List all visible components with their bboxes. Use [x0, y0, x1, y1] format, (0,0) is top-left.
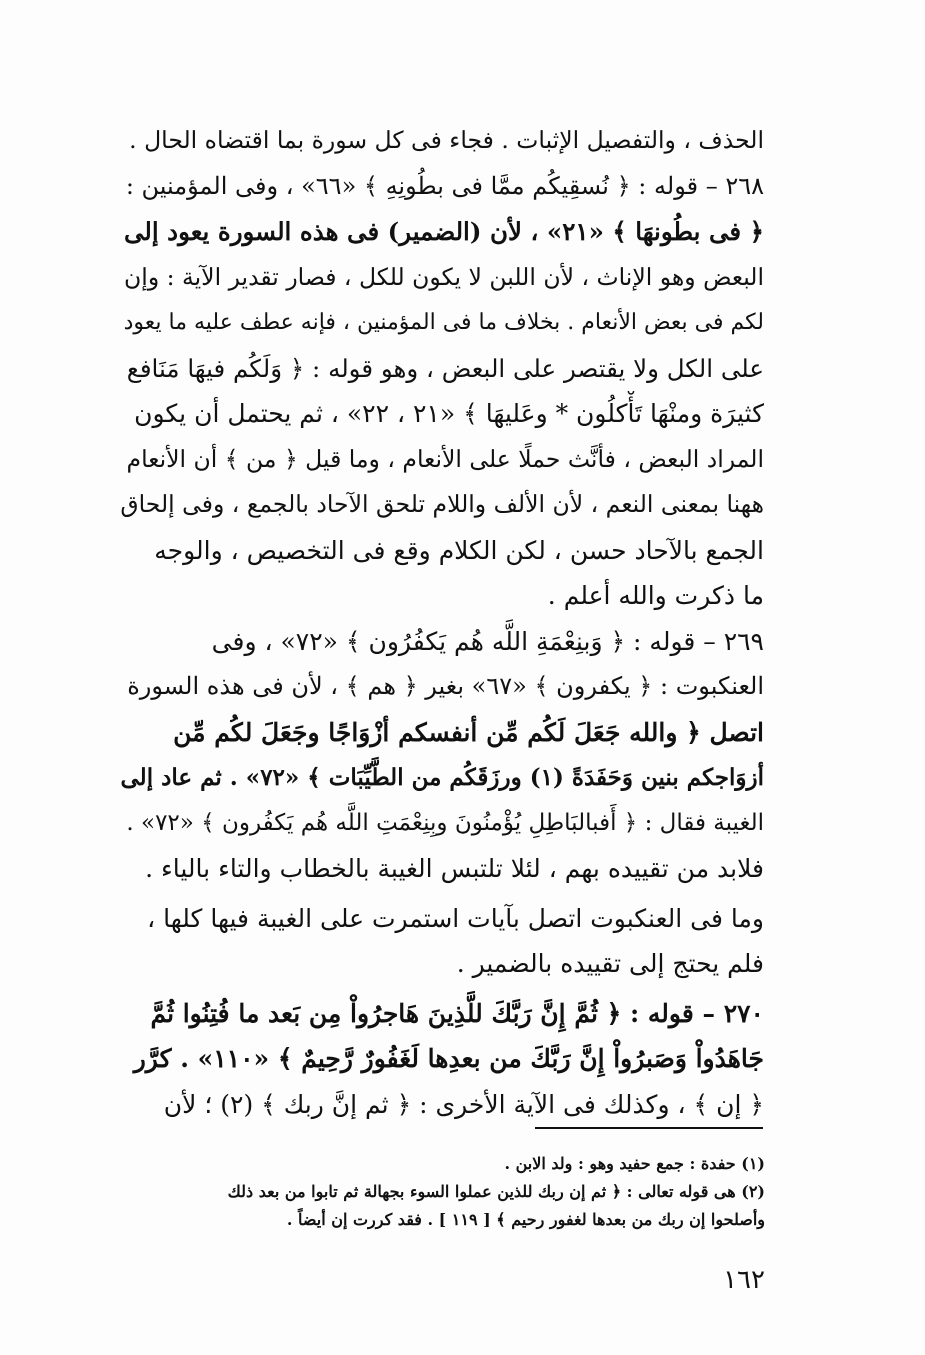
text-line: العنكبوت : ﴿ يكفرون ﴾ «٦٧» بغير ﴿ هم ﴾ ، لأن فى هذه السورة [127, 672, 764, 700]
text-line: الغيبة فقال : ﴿ أَفبالبَاطِلِ يُؤْمنُونَ وبِنِعْمَتِ اللَّه هُم يَكفُرون ﴾ «٧٢» . [126, 809, 764, 836]
footnote-line: (٢) هى قوله تعالى : ﴿ ثم إن ربك للذين عملوا السوء بجهالة ثم تابوا من بعد ذلك [227, 1182, 765, 1201]
text-line: المراد البعض ، فأنَّث حملًا على الأنعام ، وما قيل ﴿ من ﴾ أن الأنعام [126, 444, 764, 473]
text-line: ما ذكرت والله أعلم . [547, 581, 764, 610]
text-line: ﴿ فى بطُونهَا ﴾ «٢١» ، لأن (الضمير) فى هذه السورة يعود إلى [123, 217, 764, 246]
text-line: ٢٦٩ – قوله : ﴿ وَبنِعْمَةِ اللَّه هُم يَكفُرُون ﴾ «٧٢» ، وفى [211, 626, 764, 656]
text-line: ﴿ إن ﴾ ، وكذلك فى الآية الأخرى : ﴿ ثم إنَّ ربك ﴾ (٢) ؛ لأن [163, 1089, 764, 1119]
page-number: ١٦٢ [723, 1265, 765, 1295]
text-line: وما فى العنكبوت اتصل بآيات استمرت على الغيبة فيها كلها ، [147, 903, 764, 933]
footnote-line: وأصلحوا إن ربك من بعدها لغفور رحيم ﴾ [ ١١٩ ] . فقد كررت إن أيضاً . [286, 1210, 765, 1229]
text-line: ٢٦٨ – قوله : ﴿ نُسقِيكُم ممَّا فى بطُونِهِ ﴾ «٦٦» ، وفى المؤمنين : [125, 171, 764, 200]
main-text [118, 118, 764, 1127]
text-line: الحذف ، والتفصيل الإثبات . فجاء فى كل سورة بما اقتضاه الحال . [129, 126, 764, 154]
text-line: ههنا بمعنى النعم ، لأن الألف واللام تلحق الآحاد بالجمع ، وفى إلحاق [120, 490, 764, 518]
text-line: فلم يحتج إلى تقييده بالضمير . [456, 949, 764, 978]
footnotes [100, 1150, 765, 1234]
text-line: كثيرَة ومنْهَا تَأْكلُون * وعَليهَا ﴾ «٢١ ، ٢٢» ، ثم يحتمل أن يكون [134, 399, 764, 428]
text-line: البعض وهو الإناث ، لأن اللبن لا يكون للكل ، فصار تقدير الآية : وإن [124, 262, 764, 291]
footnote-divider [535, 1127, 763, 1129]
text-line: الجمع بالآحاد حسن ، لكن الكلام وقع فى التخصيص ، والوجه [154, 535, 764, 565]
text-line: ٢٧٠ – قوله : ﴿ ثُمَّ إِنَّ رَبَّكَ للَّذِينَ هَاجرُواْ مِن بَعد ما فُتِنُوا ثُمَّ [150, 998, 764, 1028]
text-line: جَاهَدُواْ وَصَبرُواْ إِنَّ رَبَّكَ من بعدِها لَغَفُورٌ رَّحِيمٌ ﴾ «١١٠» . كرَّر [133, 1044, 764, 1073]
footnote-line: (١) حفدة : جمع حفيد وهو : ولد الابن . [504, 1154, 765, 1173]
text-line: فلابد من تقييده بهم ، لئلا تلتبس الغيبة بالخطاب والتاء بالياء . [145, 854, 764, 883]
text-line: اتصل ﴿ والله جَعَلَ لَكُم مِّن أنفسكم أزْوَاجًا وجَعَلَ لكُم مِّن [173, 717, 764, 747]
text-line: أزوَاجكم بنين وَحَفَدَةً (١) ورزَقَكُم من الطَّيِّبَات ﴾ «٧٢» . ثم عاد إلى [120, 764, 764, 791]
text-line: لكم فى بعض الأنعام . بخلاف ما فى المؤمنين ، فإنه عطف عليه ما يعود [123, 310, 764, 335]
text-line: على الكل ولا يقتصر على البعض ، وهو قوله : ﴿ وَلَكُم فيهَا مَنَافع [126, 353, 764, 383]
